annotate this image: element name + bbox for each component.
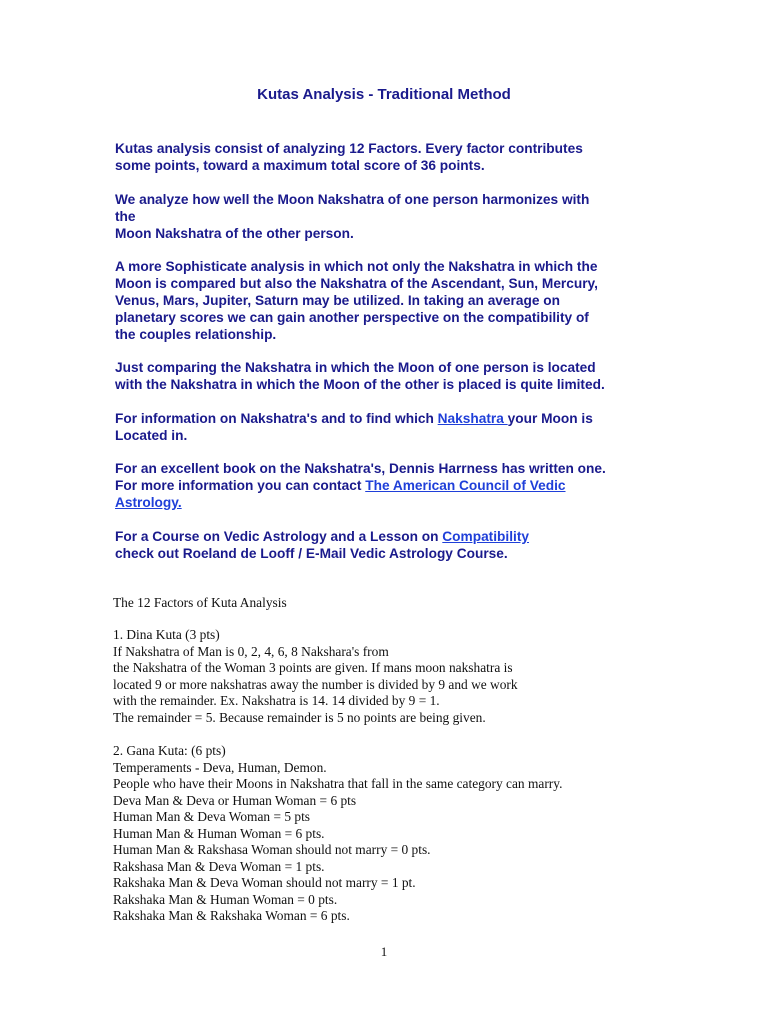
text-line: Human Man & Human Woman = 6 pts. <box>113 825 325 841</box>
text-line: We analyze how well the Moon Nakshatra of one person harmonizes with <box>115 192 590 207</box>
text-segment: your Moon is <box>507 411 593 426</box>
page-number: 1 <box>380 944 388 959</box>
text-line: check out Roeland de Looff / E-Mail Vedic Astrology Course. <box>115 546 508 561</box>
text-line: Venus, Mars, Jupiter, Saturn may be utilized. In taking an average on <box>115 293 560 308</box>
text-line: located 9 or more nakshatras away the number is divided by 9 and we work <box>113 676 518 692</box>
text-line: People who have their Moons in Nakshatra that fall in the same category can marry. <box>113 776 563 791</box>
section-heading: 1. Dina Kuta (3 pts) <box>113 627 220 642</box>
page-title: Kutas Analysis - Traditional Method <box>257 86 511 103</box>
intro-paragraph-5 <box>115 410 715 444</box>
text-line: Located in. <box>115 428 188 443</box>
text-line: with the Nakshatra in which the Moon of the other is placed is quite limited. <box>115 377 605 392</box>
american-council-link[interactable]: The American Council of Vedic <box>365 478 566 493</box>
text-line <box>115 410 715 427</box>
intro-paragraph-4 <box>115 359 715 393</box>
text-line: with the remainder. Ex. Nakshatra is 14. 14 divided by 9 = 1. <box>113 693 440 708</box>
text-line: Rakshasa Man & Deva Woman = 1 pts. <box>113 858 325 874</box>
factors-heading: The 12 Factors of Kuta Analysis <box>113 595 287 610</box>
intro-paragraph-6 <box>115 460 715 511</box>
text-line: Rakshaka Man & Deva Woman should not marry = 1 pt. <box>113 875 416 890</box>
intro-paragraph-2 <box>115 191 715 242</box>
american-council-link-continued[interactable]: Astrology. <box>115 495 182 510</box>
gana-kuta-section <box>113 743 733 925</box>
intro-paragraph-1 <box>115 140 715 174</box>
text-line: If Nakshatra of Man is 0, 2, 4, 6, 8 Nakshara's from <box>113 643 389 659</box>
text-line: the couples relationship. <box>115 327 277 342</box>
text-line: Human Man & Rakshasa Woman should not marry = 0 pts. <box>113 842 431 857</box>
text-line: Moon is compared but also the Nakshatra of the Ascendant, Sun, Mercury, <box>115 276 598 291</box>
text-line: For an excellent book on the Nakshatra's, Dennis Harrness has written one. <box>115 461 606 476</box>
text-line: Rakshaka Man & Human Woman = 0 pts. <box>113 891 338 907</box>
text-line: the Nakshatra of the Woman 3 points are given. If mans moon nakshatra is <box>113 660 513 675</box>
text-line: the <box>115 209 136 224</box>
text-line: Temperaments - Deva, Human, Demon. <box>113 759 327 775</box>
text-line: The remainder = 5. Because remainder is 5 no points are being given. <box>113 709 486 725</box>
text-line <box>115 477 715 494</box>
text-segment: For information on Nakshatra's and to find which <box>115 411 438 426</box>
text-line: Deva Man & Deva or Human Woman = 6 pts <box>113 792 357 808</box>
text-line: Moon Nakshatra of the other person. <box>115 226 354 241</box>
intro-paragraph-7 <box>115 528 715 562</box>
text-line: some points, toward a maximum total score of 36 points. <box>115 158 485 173</box>
text-line <box>115 528 715 545</box>
text-line <box>115 494 715 511</box>
text-line: Rakshaka Man & Rakshaka Woman = 6 pts. <box>113 908 350 923</box>
text-line: Kutas analysis consist of analyzing 12 Factors. Every factor contributes <box>115 141 583 156</box>
compatibility-link[interactable]: Compatibility <box>442 529 529 544</box>
text-line: planetary scores we can gain another perspective on the compatibility of <box>115 310 589 325</box>
text-segment: For more information you can contact <box>115 478 366 493</box>
text-line: A more Sophisticate analysis in which not only the Nakshatra in which the <box>115 259 598 274</box>
nakshatra-link[interactable]: Nakshatra <box>437 411 508 426</box>
dina-kuta-section <box>113 627 733 726</box>
text-line: Just comparing the Nakshatra in which the Moon of one person is located <box>115 360 596 375</box>
intro-paragraph-3 <box>115 258 715 343</box>
text-line: Human Man & Deva Woman = 5 pts <box>113 809 311 824</box>
text-segment: For a Course on Vedic Astrology and a Lesson on <box>115 529 443 544</box>
section-heading: 2. Gana Kuta: (6 pts) <box>113 743 226 758</box>
